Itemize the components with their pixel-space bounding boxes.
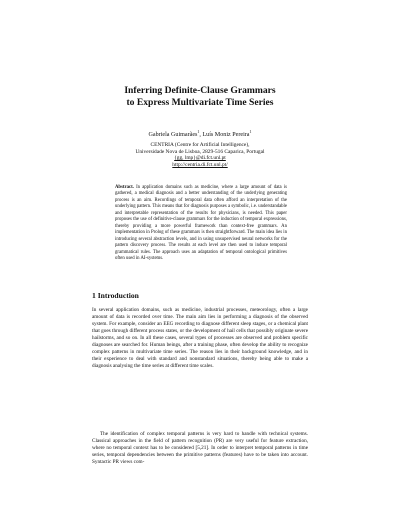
body-paragraph: In several application domains, such as medicine, industrial processes, meteorology, often a large amount of data is recorded over time. The main aim lies in performing a diagnosis of the observed system. For example, consider an EEG recording to diagnose different sleep stages, or a chemical plant that goes through different process states, or the development of hail cells that possibly originate severe hailstorms, and so on. In all these cases, several types of processes are observed and problem specific diagnoses are searched for. Human beings, after a training phase, often develop the ability to recognize complex patterns in multivariate time series. The reason lies in their background knowledge, and in their experience to deal with standard and nonstandard situations, thereby being able to make a diagnosis analysing the time series at different time scales. [92,307,308,369]
affiliation-address: Universidade Nova de Lisboa, 2829-516 Caparica, Portugal [135,148,265,155]
affiliation-marker: 1 [249,129,252,134]
author-list [60,128,340,139]
body-paragraph: The identification of complex temporal patterns is very hard to handle with technical systems. Classical approaches in the field of pattern recognition (PR) are very useful for feature extraction, where no temporal context has to be considered [5,21]. In order to interpret temporal patterns in time series, temporal dependencies between the primitive patterns (features) have to be taken into account. Syntactic PR views com- [92,431,308,465]
affiliation-org: CENTRIA (Centre for Artificial Intelligence), [150,142,250,148]
section-heading: 1 Introduction [92,291,139,300]
abstract-block [115,185,287,262]
affiliation-block [60,142,340,168]
title-line-2: to Express Multivariate Time Series [126,97,274,108]
author-name: Gabriela Guimarães [148,132,198,139]
paper-title [60,85,340,109]
author-name: Luís Moniz Pereira [202,132,250,139]
abstract-text: In application domains such as medicine, where a large amount of data is gathered, a medical diagnosis and a better understanding of the underlying generating process is an aim. Recordings of temporal data often afford an interpretation of the underlying pattern. This means that for diagnosis purposes a symbolic, i.e. understandable and interpretable representation of the results for physicians, is needed. This paper proposes the use of definitive-clause grammars for the induction of temporal expressions, thereby providing a more powerful framework than context-free grammars. An implementation in Prolog of these grammars is then straightforward. The main idea lies in introducing several abstraction levels, and in using unsupervised neural networks for the pattern discovery process. The results at each level are then used to induce temporal grammatical rules. The approach uses an adaptation of temporal ontological primitives often used in AI-systems. [115,185,288,261]
title-line-1: Inferring Definite-Clause Grammars [124,85,276,96]
author-separator: , [199,132,203,139]
affiliation-marker: 1 [197,129,200,134]
institution-url-link[interactable]: http://centria.di.fct.unl.pt/ [172,161,228,168]
author-email-link[interactable]: {gg, lmp}@di.fct.unl.pt [174,155,226,162]
abstract-label: Abstract. [115,185,134,190]
